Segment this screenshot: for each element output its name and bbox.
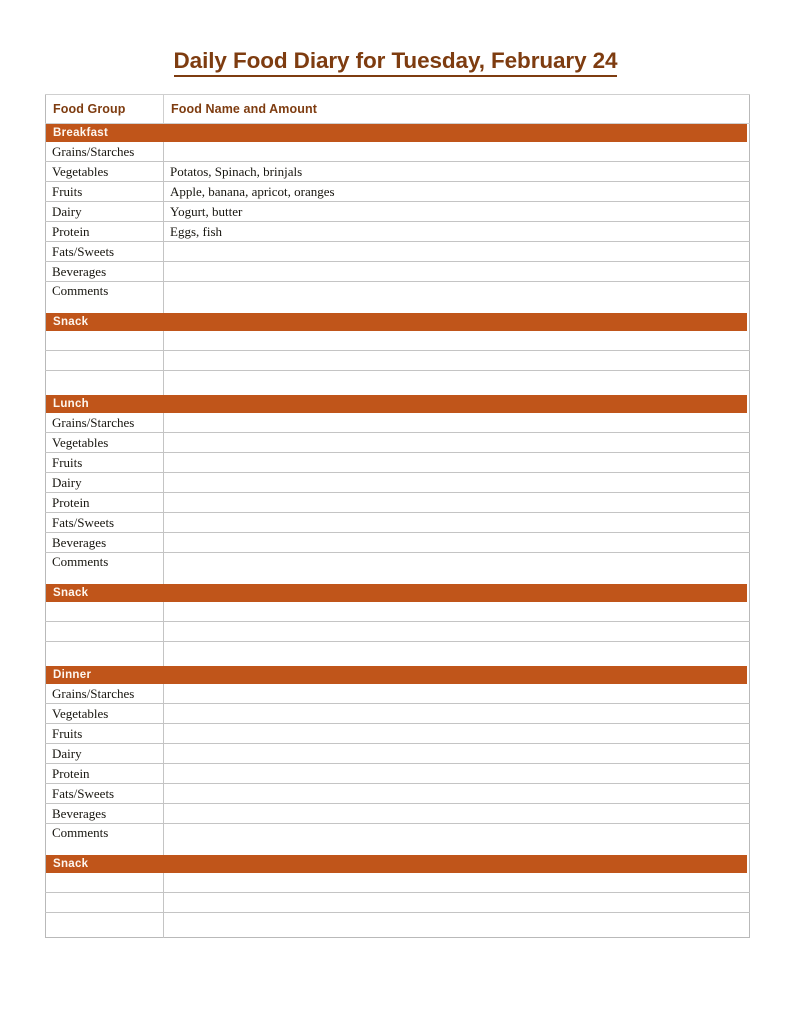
food-group-label <box>52 353 163 369</box>
food-name-amount-value <box>170 435 749 451</box>
section-bar-cell <box>164 313 750 331</box>
food-group-label: Fruits <box>52 725 83 741</box>
table-row <box>46 724 750 744</box>
food-name-amount-cell[interactable] <box>164 202 750 222</box>
food-name-amount-cell[interactable] <box>164 913 750 938</box>
food-name-amount-cell[interactable] <box>164 804 750 824</box>
food-group-label: Fats/Sweets <box>52 514 115 530</box>
food-group-cell <box>46 804 164 824</box>
food-name-amount-cell[interactable] <box>164 824 750 856</box>
food-group-cell <box>46 331 164 351</box>
food-name-amount-cell[interactable] <box>164 784 750 804</box>
food-name-amount-cell[interactable] <box>164 622 750 642</box>
table-row <box>46 433 750 453</box>
food-group-label: Dairy <box>52 474 82 490</box>
food-name-amount-cell[interactable] <box>164 351 750 371</box>
food-name-amount-value <box>170 806 749 822</box>
section-bar-cell <box>164 666 750 684</box>
food-group-label <box>52 375 163 391</box>
section-bar-cell <box>164 855 750 873</box>
section-header-row <box>46 395 750 413</box>
food-group-label: Beverages <box>52 534 107 550</box>
section-bar-cell <box>164 124 750 143</box>
food-name-amount-cell[interactable] <box>164 453 750 473</box>
table-row <box>46 893 750 913</box>
section-header-row <box>46 666 750 684</box>
food-group-label: Fats/Sweets <box>52 785 115 801</box>
food-group-cell <box>46 202 164 222</box>
table-row <box>46 202 750 222</box>
section-bar-fill <box>164 395 747 413</box>
food-name-amount-value <box>170 144 749 160</box>
food-name-amount-cell[interactable] <box>164 684 750 704</box>
section-bar-fill <box>164 124 747 142</box>
table-row <box>46 764 750 784</box>
food-name-amount-cell[interactable] <box>164 282 750 314</box>
food-name-amount-value <box>170 786 749 802</box>
food-group-label <box>52 646 163 662</box>
food-group-label: Comments <box>52 283 109 298</box>
food-name-amount-cell[interactable] <box>164 764 750 784</box>
table-row <box>46 351 750 371</box>
section-label-cell <box>46 395 164 413</box>
section-bar-fill <box>164 313 747 331</box>
food-name-amount-value <box>170 283 749 299</box>
page-title-text: Daily Food Diary for Tuesday, February 24 <box>174 48 618 77</box>
food-name-amount-value <box>170 415 749 431</box>
food-name-amount-cell[interactable] <box>164 873 750 893</box>
table-row <box>46 553 750 585</box>
food-group-cell <box>46 622 164 642</box>
food-name-amount-value: Eggs, fish <box>170 223 222 239</box>
table-row <box>46 413 750 433</box>
column-header-food-name-amount: Food Name and Amount <box>164 95 750 124</box>
section-label: Dinner <box>46 666 164 684</box>
food-group-label: Grains/Starches <box>52 143 135 159</box>
food-group-cell <box>46 182 164 202</box>
section-label: Snack <box>46 584 164 602</box>
section-bar-fill <box>164 666 747 684</box>
section-label-cell <box>46 584 164 602</box>
food-name-amount-cell[interactable] <box>164 371 750 396</box>
table-row <box>46 262 750 282</box>
section-label: Snack <box>46 313 164 331</box>
food-name-amount-value <box>170 726 749 742</box>
food-name-amount-value <box>170 244 749 260</box>
page-title <box>0 48 791 74</box>
food-name-amount-cell[interactable] <box>164 704 750 724</box>
table-row <box>46 473 750 493</box>
food-group-label: Protein <box>52 223 90 239</box>
food-group-label: Grains/Starches <box>52 414 135 430</box>
food-group-label: Comments <box>52 825 109 840</box>
food-group-label <box>52 875 163 891</box>
food-name-amount-cell[interactable] <box>164 744 750 764</box>
food-name-amount-value <box>170 825 749 841</box>
table-row <box>46 804 750 824</box>
food-group-label <box>52 624 163 640</box>
section-bar-fill <box>164 584 747 602</box>
food-name-amount-value <box>170 554 749 570</box>
food-name-amount-value <box>170 746 749 762</box>
table-row <box>46 784 750 804</box>
food-name-amount-value: Potatos, Spinach, brinjals <box>170 163 303 179</box>
section-header-row <box>46 855 750 873</box>
food-name-amount-cell[interactable] <box>164 262 750 282</box>
food-name-amount-cell[interactable] <box>164 182 750 202</box>
food-group-cell <box>46 433 164 453</box>
food-group-label <box>52 333 163 349</box>
table-row <box>46 824 750 856</box>
table-row <box>46 913 750 938</box>
table-row <box>46 282 750 314</box>
food-group-cell <box>46 351 164 371</box>
food-group-cell <box>46 142 164 162</box>
food-name-amount-value <box>170 917 749 933</box>
section-header-row <box>46 584 750 602</box>
table-row <box>46 642 750 667</box>
food-group-cell <box>46 724 164 744</box>
food-group-cell <box>46 413 164 433</box>
food-name-amount-cell[interactable] <box>164 242 750 262</box>
food-group-cell <box>46 602 164 622</box>
food-group-label: Vegetables <box>52 434 109 450</box>
food-group-cell <box>46 371 164 396</box>
section-label: Lunch <box>46 395 164 413</box>
food-group-cell <box>46 824 164 856</box>
food-name-amount-cell[interactable] <box>164 553 750 585</box>
food-group-label: Beverages <box>52 805 107 821</box>
section-bar-cell <box>164 584 750 602</box>
food-group-label: Dairy <box>52 203 82 219</box>
food-group-label: Grains/Starches <box>52 685 135 701</box>
food-name-amount-value <box>170 624 749 640</box>
column-header-food-group: Food Group <box>46 95 164 124</box>
table-row <box>46 453 750 473</box>
food-name-amount-value <box>170 604 749 620</box>
food-group-cell <box>46 764 164 784</box>
food-group-label: Vegetables <box>52 705 109 721</box>
food-group-label: Comments <box>52 554 109 569</box>
section-label: Snack <box>46 855 164 873</box>
food-group-cell <box>46 893 164 913</box>
food-name-amount-value <box>170 646 749 662</box>
table-row <box>46 513 750 533</box>
food-name-amount-value <box>170 333 749 349</box>
food-group-cell <box>46 262 164 282</box>
food-name-amount-value <box>170 766 749 782</box>
food-group-cell <box>46 493 164 513</box>
food-group-cell <box>46 913 164 938</box>
table-row <box>46 744 750 764</box>
food-group-cell <box>46 473 164 493</box>
section-label: Breakfast <box>46 124 164 142</box>
food-group-label: Dairy <box>52 745 82 761</box>
food-name-amount-cell[interactable] <box>164 893 750 913</box>
food-name-amount-cell[interactable] <box>164 413 750 433</box>
table-row <box>46 222 750 242</box>
food-name-amount-value <box>170 475 749 491</box>
food-name-amount-value: Yogurt, butter <box>170 203 243 219</box>
table-row <box>46 182 750 202</box>
food-group-label <box>52 604 163 620</box>
food-name-amount-value <box>170 353 749 369</box>
food-name-amount-cell[interactable] <box>164 642 750 667</box>
food-name-amount-value <box>170 264 749 280</box>
food-group-cell <box>46 642 164 667</box>
table-row <box>46 873 750 893</box>
food-group-cell <box>46 222 164 242</box>
food-name-amount-value <box>170 875 749 891</box>
table-row <box>46 331 750 351</box>
table-row <box>46 622 750 642</box>
table-row <box>46 684 750 704</box>
food-group-cell <box>46 453 164 473</box>
food-group-label: Fruits <box>52 183 83 199</box>
food-name-amount-cell[interactable] <box>164 222 750 242</box>
food-group-cell <box>46 784 164 804</box>
food-name-amount-value <box>170 375 749 391</box>
food-group-label: Fruits <box>52 454 83 470</box>
food-name-amount-value <box>170 686 749 702</box>
food-group-label: Fats/Sweets <box>52 243 115 259</box>
food-diary-table-body <box>46 95 750 938</box>
food-name-amount-cell[interactable] <box>164 142 750 162</box>
food-group-label: Protein <box>52 765 90 781</box>
section-header-row <box>46 313 750 331</box>
food-group-cell <box>46 162 164 182</box>
table-row <box>46 142 750 162</box>
table-row <box>46 162 750 182</box>
food-group-label: Vegetables <box>52 163 109 179</box>
table-row <box>46 533 750 553</box>
section-label-cell <box>46 124 164 143</box>
food-name-amount-value <box>170 706 749 722</box>
food-group-label <box>52 895 163 911</box>
food-group-cell <box>46 873 164 893</box>
section-label-cell <box>46 855 164 873</box>
food-group-cell <box>46 533 164 553</box>
food-name-amount-value <box>170 515 749 531</box>
food-name-amount-value <box>170 535 749 551</box>
section-bar-fill <box>164 855 747 873</box>
table-row <box>46 242 750 262</box>
food-group-cell <box>46 282 164 314</box>
table-row <box>46 704 750 724</box>
food-group-label: Beverages <box>52 263 107 279</box>
food-diary-table <box>45 94 750 938</box>
food-name-amount-cell[interactable] <box>164 473 750 493</box>
food-name-amount-value: Apple, banana, apricot, oranges <box>170 183 335 199</box>
food-name-amount-cell[interactable] <box>164 724 750 744</box>
section-label-cell <box>46 313 164 331</box>
food-name-amount-cell[interactable] <box>164 162 750 182</box>
food-group-cell <box>46 553 164 585</box>
section-bar-cell <box>164 395 750 413</box>
food-name-amount-cell[interactable] <box>164 493 750 513</box>
food-group-cell <box>46 744 164 764</box>
section-header-row <box>46 124 750 143</box>
food-group-cell <box>46 704 164 724</box>
food-name-amount-cell[interactable] <box>164 433 750 453</box>
food-group-label: Protein <box>52 494 90 510</box>
section-label-cell <box>46 666 164 684</box>
table-row <box>46 493 750 513</box>
food-diary-table-wrap <box>45 94 750 938</box>
food-group-cell <box>46 513 164 533</box>
food-name-amount-cell[interactable] <box>164 513 750 533</box>
food-group-cell <box>46 242 164 262</box>
food-name-amount-cell[interactable] <box>164 602 750 622</box>
table-header-row <box>46 95 750 124</box>
table-row <box>46 371 750 396</box>
food-name-amount-value <box>170 495 749 511</box>
table-row <box>46 602 750 622</box>
food-name-amount-value <box>170 455 749 471</box>
food-group-cell <box>46 684 164 704</box>
food-name-amount-cell[interactable] <box>164 533 750 553</box>
food-group-label <box>52 917 163 933</box>
food-name-amount-cell[interactable] <box>164 331 750 351</box>
food-name-amount-value <box>170 895 749 911</box>
